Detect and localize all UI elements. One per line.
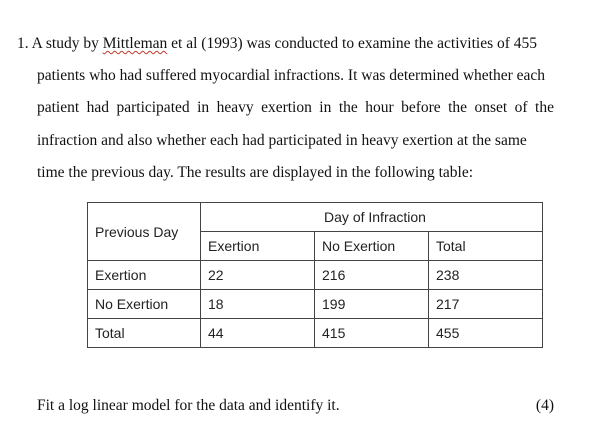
- paragraph-line-5: time the previous day. The results are displayed in the following table:: [37, 164, 474, 181]
- row-label: Total: [88, 319, 201, 348]
- table-header-row: [88, 203, 543, 232]
- table-cell: 217: [429, 290, 543, 319]
- paragraph-line-3: patient had participated in heavy exertion in the hour before the onset of the: [37, 99, 554, 116]
- table-cell: 455: [429, 319, 543, 348]
- paragraph-line-4: infraction and also whether each had participated in heavy exertion at the same: [37, 132, 527, 149]
- line1-suffix: et al (1993) was conducted to examine the activities of 455: [167, 35, 538, 52]
- marks-label: (4): [535, 397, 554, 414]
- table-cell: 415: [315, 319, 429, 348]
- table-cell: 199: [315, 290, 429, 319]
- row-label: No Exertion: [88, 290, 201, 319]
- author-name: Mittleman: [102, 35, 168, 52]
- question-number: 1.: [17, 35, 29, 52]
- table-cell: 44: [201, 319, 315, 348]
- paragraph-line-2: patients who had suffered myocardial infractions. It was determined whether each: [37, 67, 546, 84]
- table-cell: 18: [201, 290, 315, 319]
- contingency-table: [87, 202, 543, 348]
- column-header-no-exertion: No Exertion: [315, 232, 429, 261]
- row-label: Exertion: [88, 261, 201, 290]
- column-header-total: Total: [429, 232, 543, 261]
- table-row: [88, 319, 543, 348]
- table-cell: 238: [429, 261, 543, 290]
- table-row: [88, 290, 543, 319]
- table-row: [88, 261, 543, 290]
- row-header-title: Previous Day: [88, 203, 201, 261]
- column-group-title: Day of Infraction: [201, 203, 543, 232]
- table-cell: 22: [201, 261, 315, 290]
- table-cell: 216: [315, 261, 429, 290]
- paragraph-line-1: [17, 34, 537, 54]
- line1-prefix: A study by: [31, 35, 103, 52]
- task-text: Fit a log linear model for the data and identify it.: [37, 397, 340, 414]
- column-header-exertion: Exertion: [201, 232, 315, 261]
